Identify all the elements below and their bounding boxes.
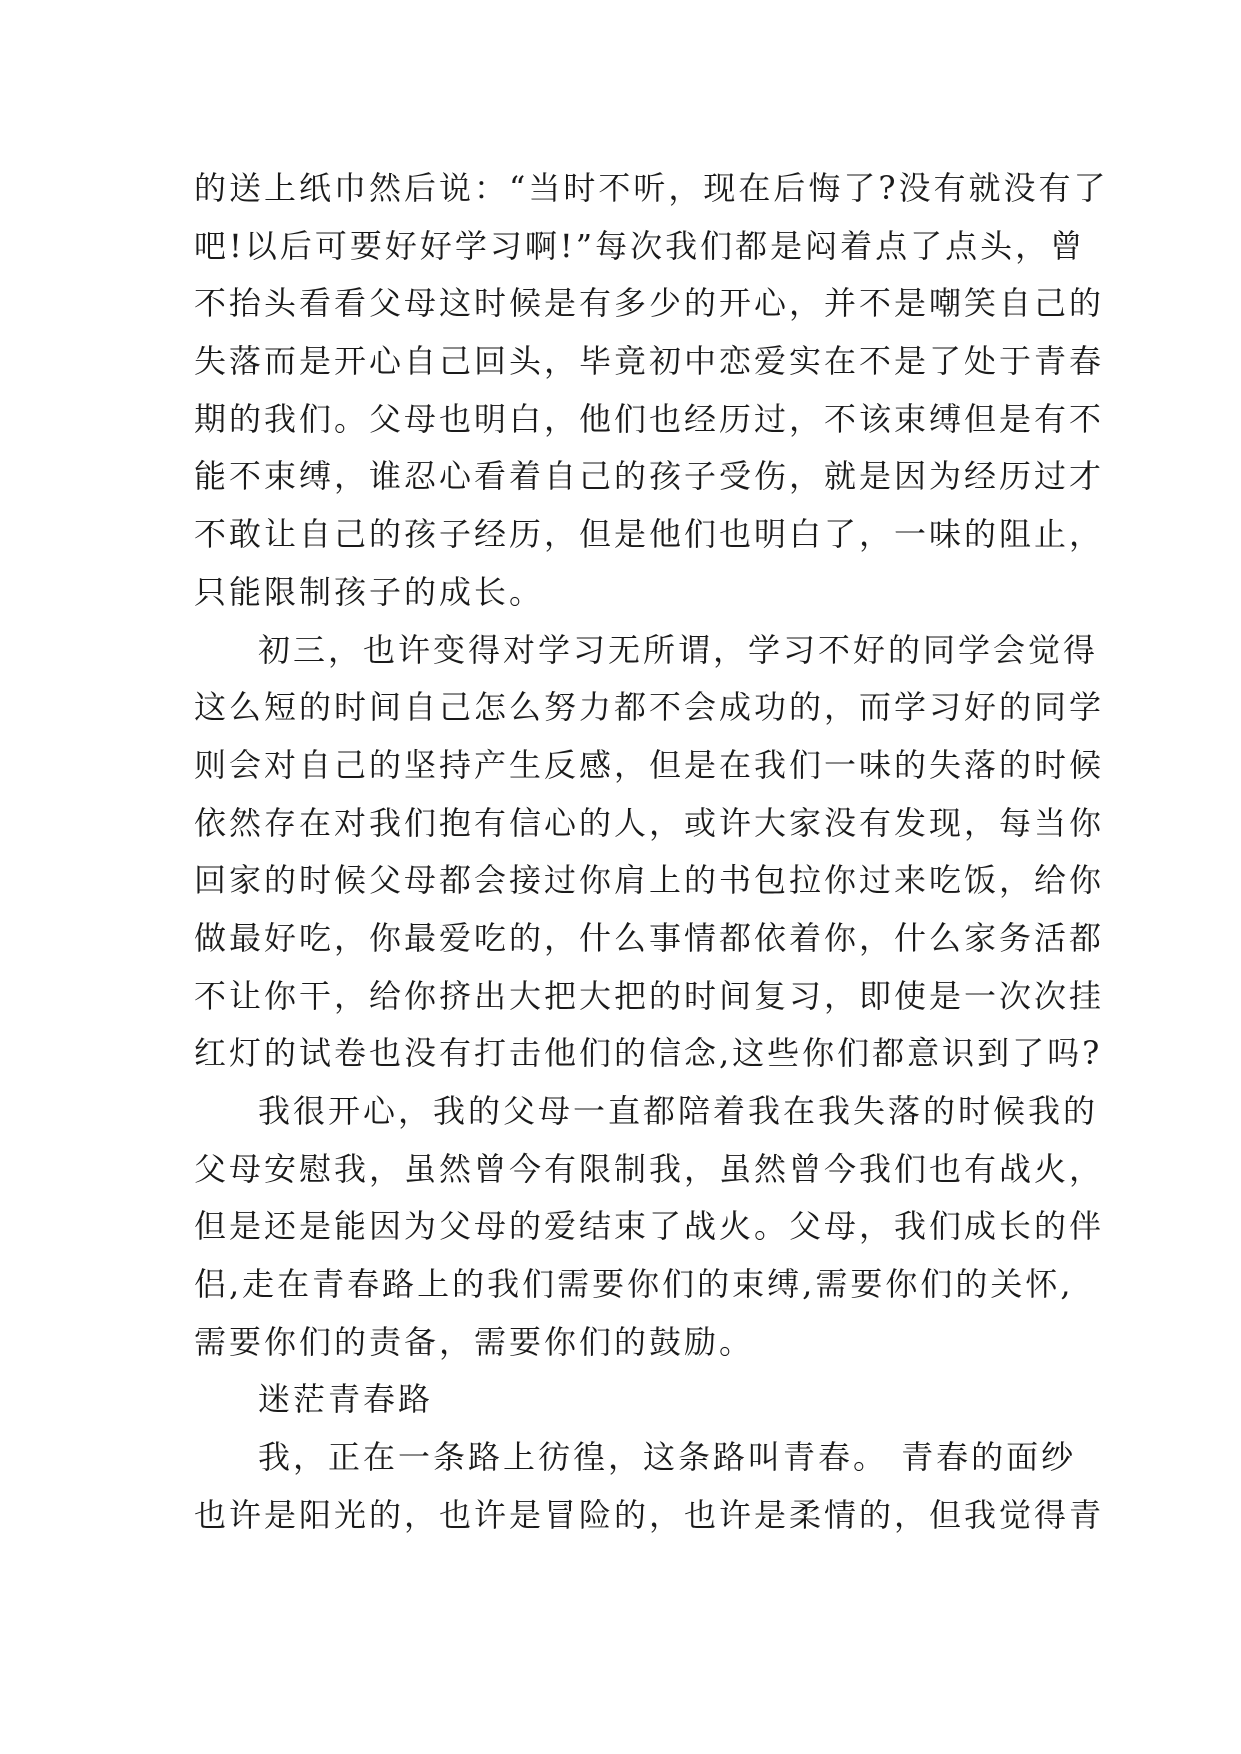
text-line: 回家的时候父母都会接过你肩上的书包拉你过来吃饭，给你 bbox=[194, 861, 1105, 900]
text-line: 这么短的时间自己怎么努力都不会成功的，而学习好的同学 bbox=[194, 688, 1105, 727]
text-line: 只能限制孩子的成长。 bbox=[194, 572, 545, 611]
text-line: 的送上纸巾然后说：“当时不听，现在后悔了?没有就没有了 bbox=[194, 169, 1109, 207]
text-line: 父母安慰我，虽然曾今有限制我，虽然曾今我们也有战火， bbox=[194, 1149, 1105, 1188]
text-line: 吧!以后可要好好学习啊!”每次我们都是闷着点了点头，曾 bbox=[194, 226, 1086, 265]
section-heading: 迷茫青春路 bbox=[258, 1380, 434, 1419]
text-line: 能不束缚，谁忍心看着自己的孩子受伤，就是因为经历过才 bbox=[194, 457, 1105, 496]
text-line: 做最好吃，你最爱吃的，什么事情都依着你，什么家务活都 bbox=[194, 918, 1105, 957]
paragraph-start-line: 我，正在一条路上彷徨，这条路叫青春。 青春的面纱 bbox=[258, 1438, 1077, 1477]
text-line: 期的我们。父母也明白，他们也经历过，不该束缚但是有不 bbox=[194, 399, 1105, 438]
document-body bbox=[194, 160, 1109, 1545]
text-line: 但是还是能因为父母的爱结束了战火。父母，我们成长的伴 bbox=[194, 1207, 1105, 1246]
text-line: 不抬头看看父母这时候是有多少的开心，并不是嘲笑自己的 bbox=[194, 284, 1105, 323]
text-line: 需要你们的责备，需要你们的鼓励。 bbox=[194, 1322, 755, 1361]
paragraph-start-line: 初三，也许变得对学习无所谓，学习不好的同学会觉得 bbox=[258, 630, 1099, 669]
text-line: 失落而是开心自己回头，毕竟初中恋爱实在不是了处于青春 bbox=[194, 342, 1105, 381]
paragraph-start-line: 我很开心，我的父母一直都陪着我在我失落的时候我的 bbox=[258, 1092, 1099, 1130]
text-line: 不敢让自己的孩子经历，但是他们也明白了，一味的阻止， bbox=[194, 515, 1105, 554]
text-line: 依然存在对我们抱有信心的人，或许大家没有发现，每当你 bbox=[194, 803, 1105, 842]
text-line: 不让你干，给你挤出大把大把的时间复习，即使是一次次挂 bbox=[194, 976, 1105, 1015]
text-line: 则会对自己的坚持产生反感，但是在我们一味的失落的时候 bbox=[194, 745, 1105, 784]
text-line: 侣,走在青春路上的我们需要你们的束缚,需要你们的关怀, bbox=[194, 1265, 1074, 1304]
text-line: 红灯的试卷也没有打击他们的信念,这些你们都意识到了吗? bbox=[194, 1034, 1103, 1073]
text-line: 也许是阳光的，也许是冒险的，也许是柔情的，但我觉得青 bbox=[194, 1495, 1105, 1534]
